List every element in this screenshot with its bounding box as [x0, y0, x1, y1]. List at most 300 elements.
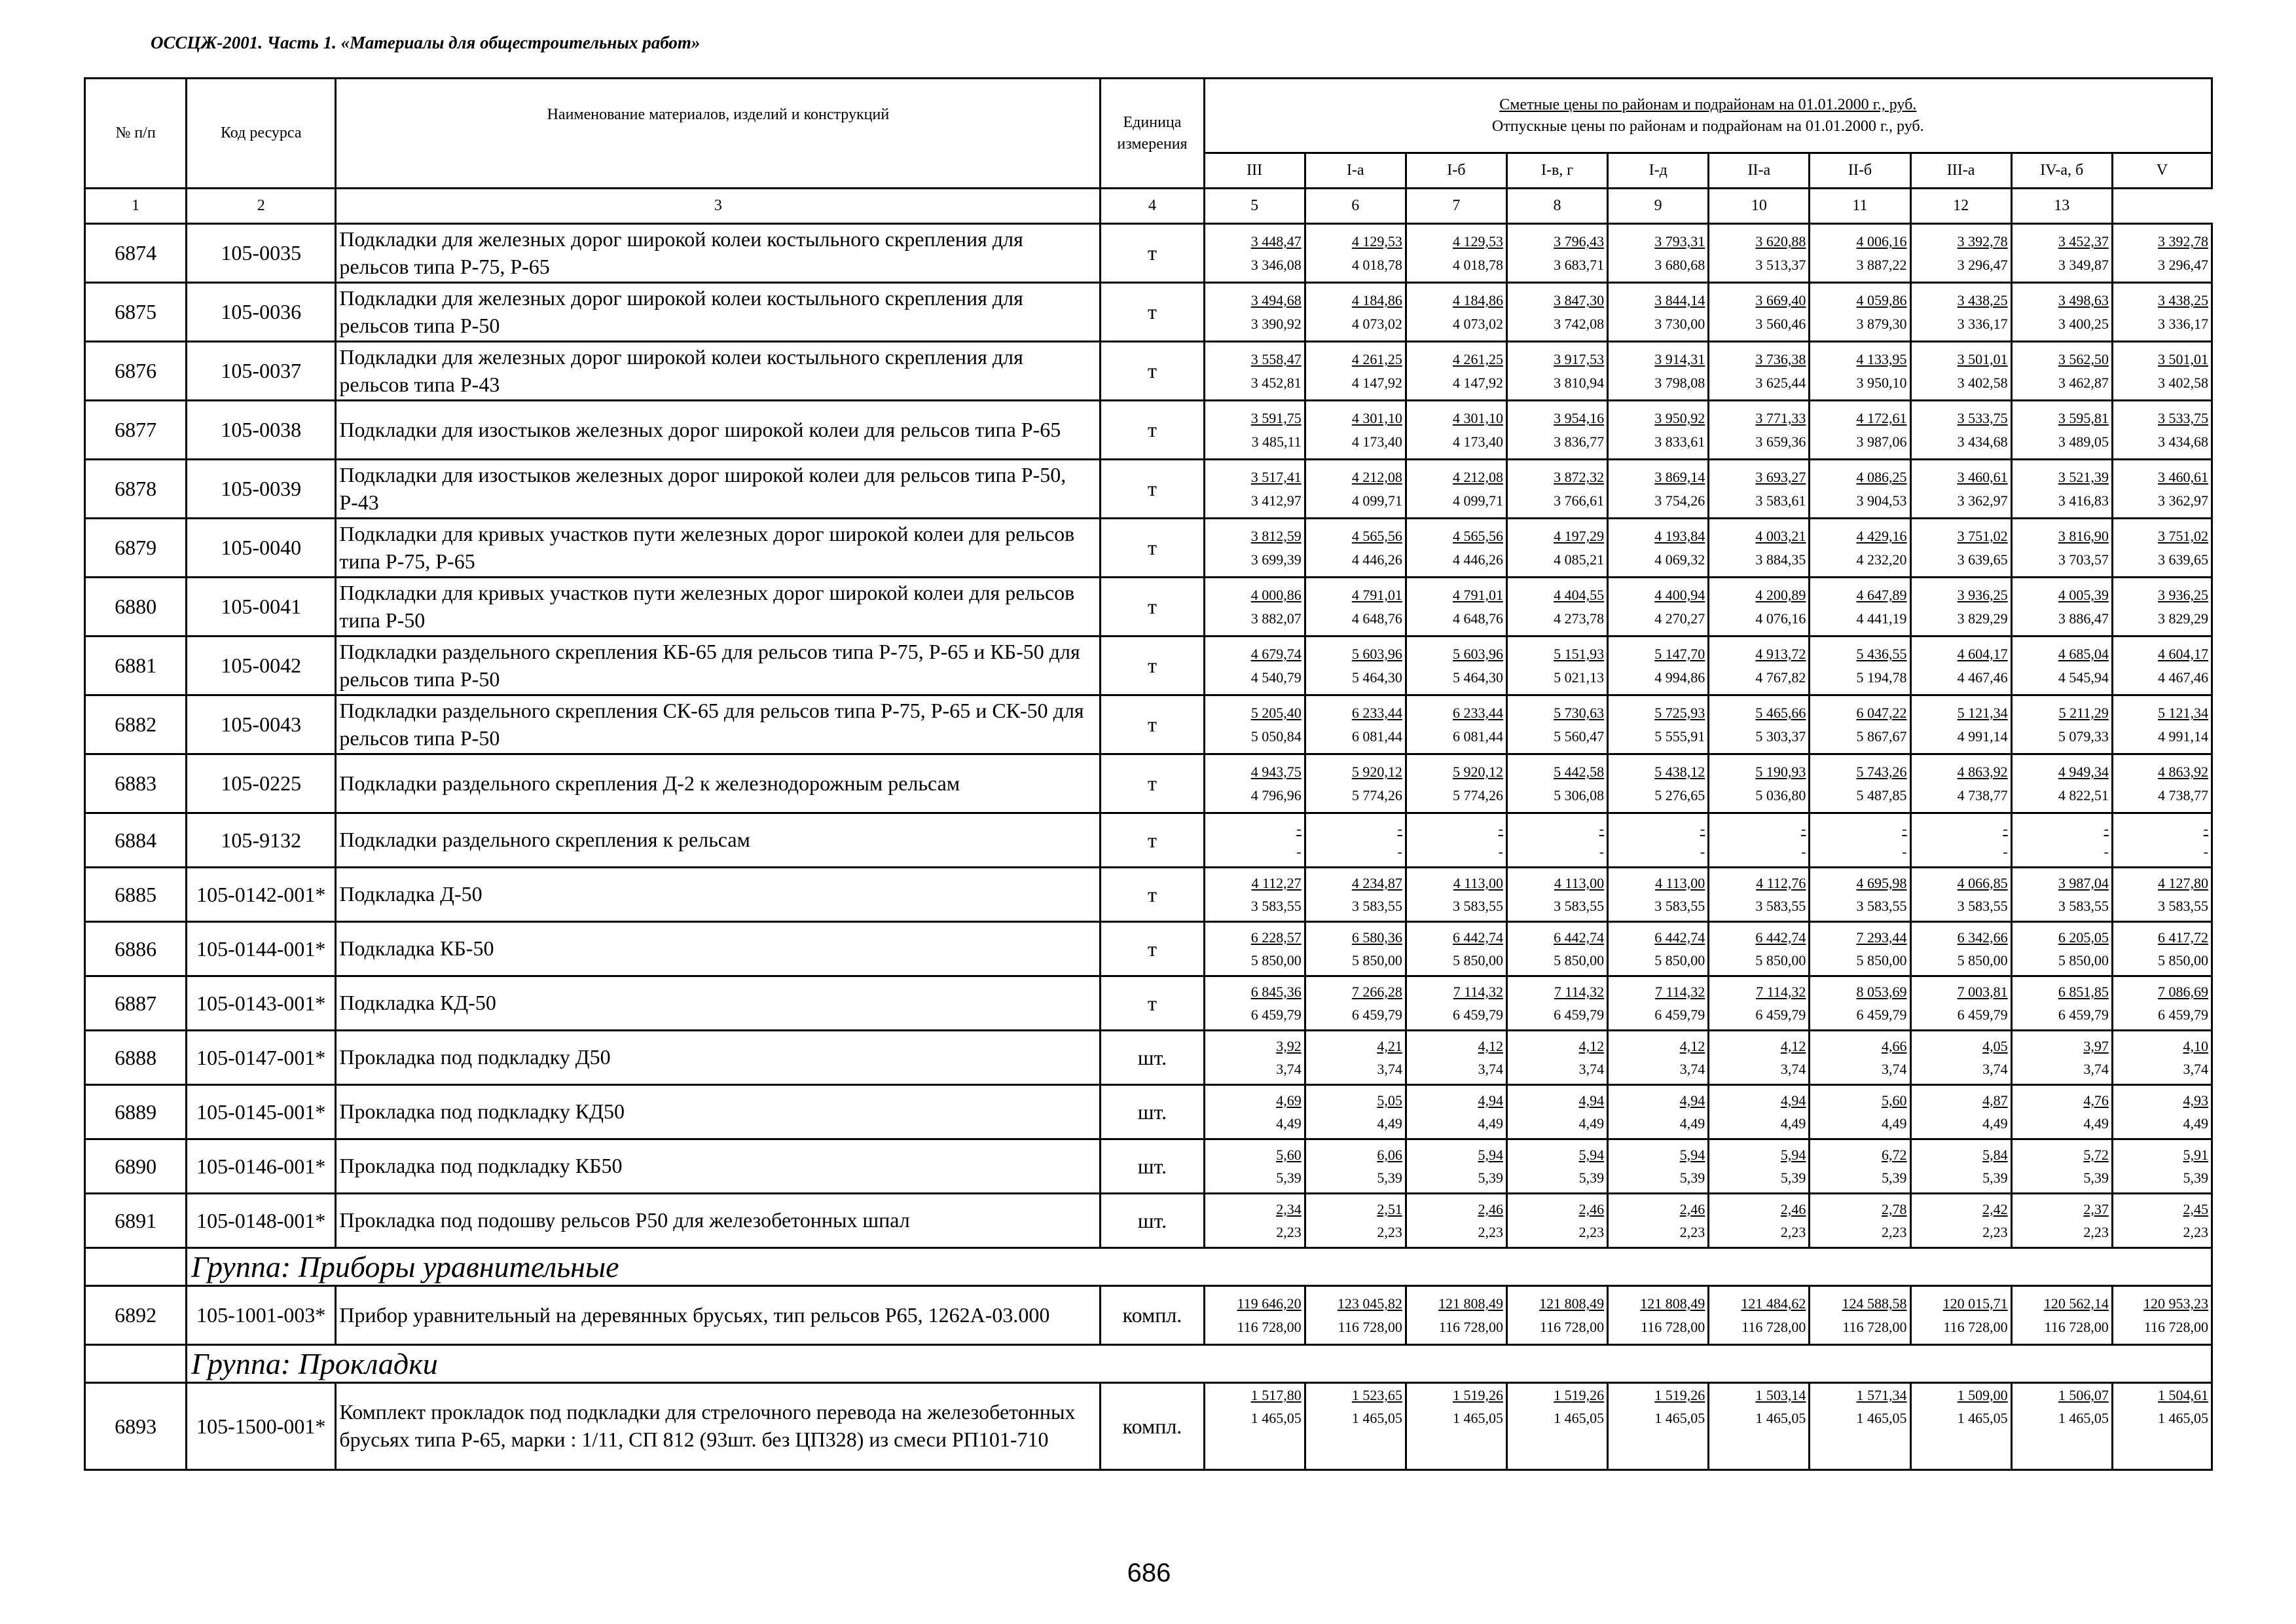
release-price: 4 446,26 [1452, 551, 1503, 568]
estimate-price: 7 114,32 [1756, 983, 1806, 1000]
column-number: 3 [336, 189, 1101, 224]
price-cell [1810, 695, 1910, 754]
price-cell [1305, 224, 1406, 283]
material-name: Подкладка КД-50 [336, 976, 1101, 1031]
estimate-price: 4,87 [1982, 1092, 2008, 1109]
price-cell [1305, 813, 1406, 868]
release-price: 4 648,76 [1351, 610, 1402, 627]
estimate-price: 3 844,14 [1654, 292, 1705, 309]
price-cell [1910, 401, 2011, 460]
price-cell [2011, 519, 2112, 578]
estimate-price: 7 266,28 [1351, 983, 1402, 1000]
release-price: - [2203, 843, 2208, 860]
unit-cell: т [1101, 637, 1204, 695]
price-cell [1406, 1085, 1506, 1139]
release-price: 5,39 [1780, 1170, 1806, 1186]
price-cell [1506, 342, 1607, 401]
price-cell [1305, 519, 1406, 578]
column-number: 8 [1506, 189, 1607, 224]
region-header: I-д [1608, 153, 1709, 189]
estimate-price: - [1801, 820, 1806, 837]
release-price: 4 147,92 [1452, 374, 1503, 391]
estimate-price: 5,84 [1982, 1146, 2008, 1163]
release-price: 3 390,92 [1250, 315, 1302, 332]
estimate-price: 3 392,78 [1957, 233, 2008, 250]
estimate-price: 4 113,00 [1655, 874, 1705, 891]
price-cell [1810, 868, 1910, 922]
estimate-price: 3 501,01 [1957, 351, 2008, 368]
estimate-price: 3 558,47 [1250, 351, 1302, 368]
price-cell [1204, 1031, 1305, 1085]
release-price: 3 625,44 [1755, 374, 1806, 391]
estimate-price: 5 436,55 [1856, 646, 1907, 663]
price-cell [2112, 460, 2212, 519]
estimate-price: 4 005,39 [2058, 587, 2109, 604]
release-price: 3 887,22 [1856, 256, 1907, 273]
price-cell [1204, 401, 1305, 460]
release-price: 2,23 [1276, 1224, 1302, 1240]
release-price: 4 085,21 [1554, 551, 1605, 568]
estimate-price: 4 604,17 [1957, 646, 2008, 663]
release-price: 3 950,10 [1856, 374, 1907, 391]
estimate-price: 7 086,69 [2158, 983, 2208, 1000]
price-cell [1910, 1085, 2011, 1139]
release-price: 4 441,19 [1856, 610, 1907, 627]
price-cell [1608, 813, 1709, 868]
release-price: 3,74 [2083, 1061, 2109, 1077]
table-row [85, 1139, 2212, 1194]
release-price: 1 465,05 [1351, 1410, 1402, 1427]
release-price: 3,74 [1780, 1061, 1806, 1077]
estimate-price: 4 113,00 [1453, 874, 1503, 891]
release-price: 6 459,79 [1250, 1006, 1302, 1023]
estimate-price: 1 519,26 [1554, 1387, 1605, 1403]
estimate-price: - [1700, 820, 1705, 837]
region-header: III [1204, 153, 1305, 189]
release-price: 3 485,11 [1251, 433, 1302, 450]
release-price: 5 850,00 [1250, 952, 1302, 969]
price-cell [1709, 754, 1810, 813]
price-cell [1709, 1383, 1810, 1470]
release-price: 6 459,79 [2158, 1006, 2208, 1023]
release-price: 6 459,79 [1554, 1006, 1605, 1023]
release-price: 4 173,40 [1452, 433, 1503, 450]
estimate-price: 3 533,75 [1957, 410, 2008, 427]
resource-code: 105-1001-003* [187, 1286, 336, 1345]
price-cell [1406, 754, 1506, 813]
estimate-price: 121 808,49 [1438, 1295, 1503, 1312]
price-cell [1608, 922, 1709, 976]
group-title: Группа: Приборы уравнительные [187, 1248, 2212, 1286]
release-price: 4 073,02 [1452, 315, 1503, 332]
release-price: 3,74 [1377, 1061, 1402, 1077]
estimate-price: 3 533,75 [2158, 410, 2208, 427]
price-cell [1910, 1139, 2011, 1194]
price-cell [2011, 754, 2112, 813]
price-cell [1506, 519, 1607, 578]
estimate-price: 3 595,81 [2058, 410, 2109, 427]
release-price: 4 173,40 [1351, 433, 1402, 450]
release-price: 3 402,58 [1957, 374, 2008, 391]
estimate-price: 3 669,40 [1755, 292, 1806, 309]
release-price: 3 583,61 [1755, 492, 1806, 509]
price-cell [2112, 976, 2212, 1031]
price-cell [1506, 1383, 1607, 1470]
estimate-price: 5,94 [1578, 1146, 1605, 1163]
estimate-price: 6 417,72 [2158, 929, 2208, 946]
price-cell [1910, 813, 2011, 868]
price-cell [1406, 868, 1506, 922]
estimate-price: 4 604,17 [2158, 646, 2208, 663]
estimate-price: - [1599, 820, 1605, 837]
price-cell [1810, 1085, 1910, 1139]
price-cell [1204, 1085, 1305, 1139]
price-cell [1204, 813, 1305, 868]
release-price: 1 465,05 [2158, 1410, 2208, 1427]
resource-code: 105-0142-001* [187, 868, 336, 922]
estimate-price: 3 438,25 [1957, 292, 2008, 309]
estimate-price: 4 212,08 [1452, 469, 1503, 486]
estimate-price: 5 121,34 [2158, 705, 2208, 722]
price-cell [2112, 868, 2212, 922]
price-cell [1709, 868, 1810, 922]
estimate-price: 5 603,96 [1351, 646, 1402, 663]
price-cell [1406, 976, 1506, 1031]
release-price: 3 882,07 [1250, 610, 1302, 627]
release-price: 5 306,08 [1554, 786, 1605, 803]
estimate-price: 7 003,81 [1957, 983, 2008, 1000]
release-price: - [2104, 843, 2109, 860]
material-name: Подкладка КБ-50 [336, 922, 1101, 976]
price-cell [1709, 976, 1810, 1031]
release-price: 3 434,68 [2158, 433, 2208, 450]
row-number: 6883 [85, 754, 187, 813]
region-header: I-в, г [1506, 153, 1607, 189]
estimate-price: 4 184,86 [1452, 292, 1503, 309]
column-number: 6 [1305, 189, 1406, 224]
release-price: - [1902, 843, 1907, 860]
price-cell [1910, 342, 2011, 401]
price-cell [2011, 1139, 2112, 1194]
unit-cell: т [1101, 578, 1204, 637]
estimate-price: 6 233,44 [1452, 705, 1503, 722]
estimate-price: 3 869,14 [1654, 469, 1705, 486]
release-price: 2,23 [1882, 1224, 1907, 1240]
material-name: Подкладки для железных дорог широкой колеи костыльного скрепления для рельсов типа Р-43 [336, 342, 1101, 401]
price-cell [1204, 754, 1305, 813]
table-row [85, 578, 2212, 637]
estimate-price: 4 059,86 [1856, 292, 1907, 309]
release-price: 5 021,13 [1554, 669, 1605, 686]
estimate-price: 3 392,78 [2158, 233, 2208, 250]
release-price: 1 465,05 [1755, 1410, 1806, 1427]
table-row [85, 1031, 2212, 1085]
price-cell [1709, 1139, 1810, 1194]
price-cell [1810, 401, 1910, 460]
table-row [85, 342, 2212, 401]
release-price: 3 886,47 [2058, 610, 2109, 627]
price-cell [1608, 637, 1709, 695]
price-cell [1709, 401, 1810, 460]
price-cell [1910, 224, 2011, 283]
region-header: IV-а, б [2011, 153, 2112, 189]
release-price: 3 402,58 [2158, 374, 2208, 391]
price-cell [1204, 519, 1305, 578]
release-price: 5 036,80 [1755, 786, 1806, 803]
price-cell [1810, 1383, 1910, 1470]
estimate-price: 2,46 [1679, 1200, 1705, 1217]
release-price: 4 467,46 [2158, 669, 2208, 686]
estimate-price: 7 114,32 [1655, 983, 1705, 1000]
price-cell [1910, 637, 2011, 695]
price-cell [1406, 922, 1506, 976]
release-price: 5 850,00 [1554, 952, 1605, 969]
estimate-price: 3 498,63 [2058, 292, 2109, 309]
resource-code: 105-0148-001* [187, 1194, 336, 1248]
price-cell [2112, 1194, 2212, 1248]
material-name: Подкладки для изостыков железных дорог широкой колеи для рельсов типа Р-65 [336, 401, 1101, 460]
row-number: 6884 [85, 813, 187, 868]
price-cell [1506, 1031, 1607, 1085]
release-price: 5 867,67 [1856, 728, 1907, 745]
release-price: 3 434,68 [1957, 433, 2008, 450]
release-price: 3 884,35 [1755, 551, 1806, 568]
unit-cell: шт. [1101, 1194, 1204, 1248]
estimate-price: 1 504,61 [2158, 1387, 2208, 1403]
estimate-price: 4 301,10 [1452, 410, 1503, 427]
release-price: 5 079,33 [2058, 728, 2109, 745]
release-price: 116 728,00 [2143, 1318, 2208, 1335]
row-number: 6874 [85, 224, 187, 283]
estimate-price: 1 523,65 [1351, 1387, 1402, 1403]
release-price: 4 446,26 [1351, 551, 1402, 568]
price-cell [1709, 224, 1810, 283]
release-price: 3 346,08 [1250, 256, 1302, 273]
release-price: 5,39 [1679, 1170, 1705, 1186]
release-price: 4 738,77 [2158, 786, 2208, 803]
estimate-price: 4 212,08 [1351, 469, 1402, 486]
release-price: 3 833,61 [1654, 433, 1705, 450]
price-cell [2112, 342, 2212, 401]
resource-code: 105-1500-001* [187, 1383, 336, 1470]
price-cell [1406, 519, 1506, 578]
price-cell [1406, 1139, 1506, 1194]
estimate-price: 2,46 [1578, 1200, 1605, 1217]
price-cell [1810, 813, 1910, 868]
document-title: ОССЦЖ-2001. Часть 1. «Материалы для общестроительных работ» [151, 33, 701, 52]
release-price: 4 099,71 [1452, 492, 1503, 509]
release-price: 3,74 [1882, 1061, 1907, 1077]
table-row [85, 868, 2212, 922]
estimate-price: 7 114,32 [1554, 983, 1605, 1000]
price-cell [1406, 813, 1506, 868]
estimate-price: 6 442,74 [1654, 929, 1705, 946]
release-price: 3 798,08 [1654, 374, 1705, 391]
release-price: 4 073,02 [1351, 315, 1402, 332]
row-number: 6887 [85, 976, 187, 1031]
release-price: 2,23 [2183, 1224, 2208, 1240]
price-cell [1910, 460, 2011, 519]
estimate-price: 4 112,76 [1756, 874, 1806, 891]
release-price: 4 273,78 [1554, 610, 1605, 627]
release-price: 6 459,79 [1351, 1006, 1402, 1023]
estimate-price: 4 791,01 [1452, 587, 1503, 604]
estimate-price: 6 442,74 [1755, 929, 1806, 946]
region-header: V [2112, 153, 2212, 189]
estimate-price: 3 954,16 [1554, 410, 1605, 427]
estimate-price: 2,37 [2083, 1200, 2109, 1217]
release-price: 3 336,17 [2158, 315, 2208, 332]
price-cell [1204, 1286, 1305, 1345]
material-name: Прокладка под подкладку КД50 [336, 1085, 1101, 1139]
estimate-price: 3 460,61 [2158, 469, 2208, 486]
resource-code: 105-0036 [187, 283, 336, 342]
price-cell [1608, 460, 1709, 519]
price-cell [1709, 460, 1810, 519]
release-price: 3 296,47 [1957, 256, 2008, 273]
price-cell [1608, 519, 1709, 578]
release-price: 3,74 [1478, 1061, 1503, 1077]
price-cell [1305, 1139, 1406, 1194]
release-price: 5 850,00 [1452, 952, 1503, 969]
release-price: 3 416,83 [2058, 492, 2109, 509]
release-price: 4 648,76 [1452, 610, 1503, 627]
release-price: 4,49 [1679, 1115, 1705, 1132]
release-price: 4 540,79 [1250, 669, 1302, 686]
price-cell [1406, 401, 1506, 460]
price-cell [2112, 922, 2212, 976]
table-row [85, 224, 2212, 283]
column-number: 5 [1204, 189, 1305, 224]
group-title: Группа: Прокладки [187, 1345, 2212, 1383]
row-number: 6885 [85, 868, 187, 922]
prices-caption-line1: Сметные цены по районам и подрайонам на 01.01.2000 г., руб. [1499, 96, 1917, 114]
release-price: - [1700, 843, 1705, 860]
release-price: 3,74 [1982, 1061, 2008, 1077]
estimate-price: 4,05 [1982, 1037, 2008, 1054]
estimate-price: 1 519,26 [1654, 1387, 1705, 1403]
price-cell [2112, 754, 2212, 813]
estimate-price: 3 751,02 [1957, 528, 2008, 545]
price-cell [1305, 578, 1406, 637]
estimate-price: 3 517,41 [1250, 469, 1302, 486]
price-cell [1810, 460, 1910, 519]
price-cell [1204, 342, 1305, 401]
release-price: 5 850,00 [2058, 952, 2109, 969]
release-price: 3,74 [1578, 1061, 1605, 1077]
estimate-price: 3 914,31 [1654, 351, 1705, 368]
material-name: Подкладки раздельного скрепления к рельсам [336, 813, 1101, 868]
price-cell [1709, 922, 1810, 976]
price-cell [1608, 283, 1709, 342]
estimate-price: 2,34 [1276, 1200, 1302, 1217]
row-number: 6893 [85, 1383, 187, 1470]
estimate-price: 6 342,66 [1957, 929, 2008, 946]
price-cell [2011, 1031, 2112, 1085]
release-price: 4 069,32 [1654, 551, 1705, 568]
estimate-price: 3 521,39 [2058, 469, 2109, 486]
estimate-price: 3 987,04 [2058, 874, 2109, 891]
release-price: 3 583,55 [1755, 898, 1806, 914]
material-name: Прибор уравнительный на деревянных брусьях, тип рельсов Р65, 1262А-03.000 [336, 1286, 1101, 1345]
region-header: I-б [1406, 153, 1506, 189]
price-cell [1608, 224, 1709, 283]
release-price: 2,23 [2083, 1224, 2109, 1240]
region-header: III-а [1910, 153, 2011, 189]
row-number: 6891 [85, 1194, 187, 1248]
price-cell [1204, 922, 1305, 976]
price-cell [1608, 1286, 1709, 1345]
price-cell [1910, 283, 2011, 342]
price-cell [1506, 976, 1607, 1031]
estimate-price: 1 503,14 [1755, 1387, 1806, 1403]
resource-code: 105-0145-001* [187, 1085, 336, 1139]
release-price: 6 459,79 [1755, 1006, 1806, 1023]
price-cell [1608, 342, 1709, 401]
price-cell [2112, 224, 2212, 283]
price-cell [2011, 283, 2112, 342]
release-price: - [1801, 843, 1806, 860]
price-cell [1910, 754, 2011, 813]
price-table [84, 77, 2213, 1471]
release-price: 3 583,55 [1957, 898, 2008, 914]
estimate-price: 4 301,10 [1351, 410, 1402, 427]
row-number: 6875 [85, 283, 187, 342]
price-cell [1810, 283, 1910, 342]
estimate-price: 121 808,49 [1640, 1295, 1705, 1312]
price-cell [2112, 637, 2212, 695]
table-row [85, 695, 2212, 754]
estimate-price: 5 151,93 [1554, 646, 1605, 663]
resource-code: 105-0042 [187, 637, 336, 695]
release-price: 4 991,14 [2158, 728, 2208, 745]
release-price: 3,74 [1276, 1061, 1302, 1077]
row-number: 6880 [85, 578, 187, 637]
material-name: Подкладки для железных дорог широкой колеи костыльного скрепления для рельсов типа Р-50 [336, 283, 1101, 342]
release-price: 5 464,30 [1452, 669, 1503, 686]
unit-cell: т [1101, 976, 1204, 1031]
estimate-price: 8 053,69 [1856, 983, 1907, 1000]
estimate-price: 4 791,01 [1351, 587, 1402, 604]
estimate-price: 124 588,58 [1842, 1295, 1907, 1312]
estimate-price: 5 438,12 [1654, 764, 1705, 781]
price-cell [1810, 922, 1910, 976]
release-price: - [2003, 843, 2008, 860]
estimate-price: 4 400,94 [1654, 587, 1705, 604]
release-price: 1 465,05 [1957, 1410, 2008, 1427]
release-price: 5 555,91 [1654, 728, 1705, 745]
price-cell [1305, 922, 1406, 976]
release-price: 4 738,77 [1957, 786, 2008, 803]
price-cell [1305, 1194, 1406, 1248]
estimate-price: 6 228,57 [1250, 929, 1302, 946]
price-cell [1506, 1139, 1607, 1194]
price-cell [2112, 1031, 2212, 1085]
material-name: Подкладки раздельного скрепления СК-65 для рельсов типа Р-75, Р-65 и СК-50 для рельсов типа Р-50 [336, 695, 1101, 754]
estimate-price: 4 200,89 [1755, 587, 1806, 604]
price-cell [1910, 1286, 2011, 1345]
unit-cell: т [1101, 922, 1204, 976]
estimate-price: 5 465,66 [1755, 705, 1806, 722]
estimate-price: 3 591,75 [1250, 410, 1302, 427]
estimate-price: 6 047,22 [1856, 705, 1907, 722]
column-number: 11 [1810, 189, 1910, 224]
price-cell [1608, 1085, 1709, 1139]
price-cell [1506, 754, 1607, 813]
estimate-price: 3 917,53 [1554, 351, 1605, 368]
price-cell [2011, 460, 2112, 519]
release-price: 116 728,00 [1641, 1318, 1705, 1335]
